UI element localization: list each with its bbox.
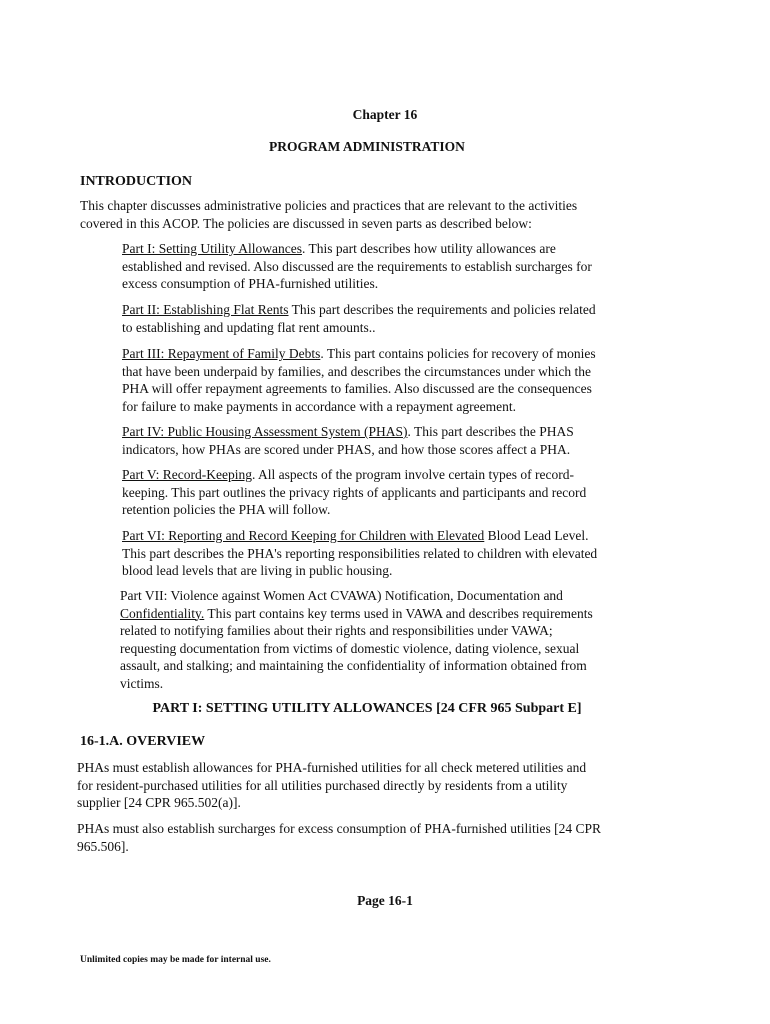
page-number: Page 16-1 [357,893,413,908]
part-summary-4: Part IV: Public Housing Assessment System (PHAS). This part describes the PHAS indicators, how PHAs are scored under PHAS, and how those scores affect a PHA. [122,424,574,457]
part-title-link: Confidentiality. [120,605,205,621]
part-one-heading: PART I: SETTING UTILITY ALLOWANCES [24 CFR 965 Subpart E] [152,701,582,716]
chapter-title: PROGRAM ADMINISTRATION [269,139,465,154]
overview-paragraph-1: PHAs must establish allowances for PHA-furnished utilities for all check metered utilities and for resident-purchased utilities for all utilities purchased directly by residents from a utility supplier [24 CPR 965.502(a)]. [77,760,587,810]
part-summary-6: Part VI: Reporting and Record Keeping for Children with Elevated Blood Lead Level. This part describes the PHA's reporting responsibilities related to children with elevated blood lead levels that are living in public housing. [122,528,598,578]
part-title-prefix: Part VII: Violence against Women Act CVAWA) Notification, Documentation and [120,588,563,603]
introduction-line: This chapter discusses administrative policies and practices that are relevant to the activities [80,198,578,213]
introduction-paragraph [80,197,640,232]
part-summary-5: Part V: Record-Keeping. All aspects of the program involve certain types of record- keeping. This part outlines the privacy rights of applicants and participants and record retention policies the PHA will follow. [122,467,587,517]
part-title-link: Part VI: Reporting and Record Keeping for Children with Elevated [122,528,485,543]
chapter-label: Chapter 16 [352,107,418,122]
part-summary-7: Part VII: Violence against Women Act CVAWA) Notification, Documentation and Confidentiality. This part contains key terms used in VAWA and describes requirements related to notifying families about their rights and responsibilities under VAWA; requesting documentation from victims of domestic violence, dating violence, sexual assault, and stalking; and maintaining the confidentiality of information obtained from victims. [120,587,655,692]
part-summary-2: Part II: Establishing Flat Rents This part describes the requirements and policies related to establishing and updating flat rent amounts.. [122,302,596,335]
part-title-link: Part V: Record-Keeping [122,467,252,482]
introduction-line: covered in this ACOP. The policies are discussed in seven parts as described below: [80,215,532,231]
part-title-link: Part III: Repayment of Family Debts [122,346,321,361]
part-title-link: Part I: Setting Utility Allowances [122,241,302,256]
part-title-link: Part II: Establishing Flat Rents [122,302,289,317]
part-summary-3: Part III: Repayment of Family Debts. This part contains policies for recovery of monies that have been underpaid by families, and describes the circumstances under which the PHA will offer repayment agreements to families. Also discussed are the consequences for failure to make payments in accordance with a repayment agreement. [122,346,596,414]
footer-notice: Unlimited copies may be made for internal use. [80,955,271,965]
overview-paragraph-2: PHAs must also establish surcharges for excess consumption of PHA-furnished utilities [24 CPR 965.506]. [77,821,601,854]
part-summary-1: Part I: Setting Utility Allowances. This part describes how utility allowances are established and revised. Also discussed are the requirements to establish surcharges for excess consumption of PHA-furnished utilities. [122,241,592,291]
part-title-link: Part IV: Public Housing Assessment System (PHAS) [122,424,408,439]
introduction-heading: INTRODUCTION [80,174,193,189]
overview-heading: 16-1.A. OVERVIEW [80,734,206,749]
